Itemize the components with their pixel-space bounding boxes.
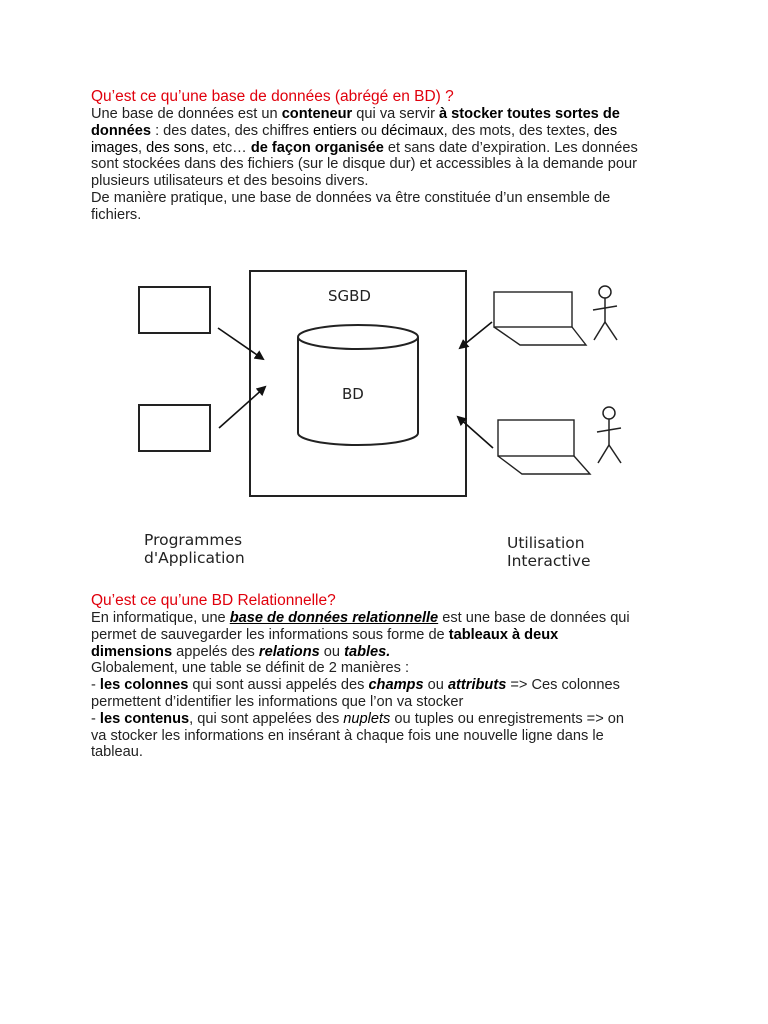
text-run: Une base de données est un [91, 106, 282, 122]
section2-heading: Qu’est ce qu’une BD Relationnelle? [91, 592, 336, 609]
text-run: et sans date d’expiration. Les données [383, 139, 638, 156]
user-icon-bottom [597, 407, 621, 463]
highlighted-term: images [91, 139, 139, 156]
highlighted-term: des [593, 122, 618, 139]
paragraph-line: Globalement, une table se définit de 2 manières : [91, 660, 410, 677]
text-run: est une base de données qui [438, 610, 630, 626]
left-caption-line1: Programmes [144, 531, 243, 549]
bold-term: dimensions [91, 643, 173, 660]
bold-italic-term: base de données relationnelle [229, 610, 439, 626]
application-program-box-top [139, 287, 210, 333]
bold-term: les colonnes [99, 677, 189, 694]
bold-term: les contenus [99, 710, 190, 727]
text-run: permet de sauvegarder les informations sous forme de [91, 626, 449, 643]
paragraph-line [91, 711, 691, 728]
highlighted-term: entiers [313, 122, 357, 139]
paragraph-line: va stocker les informations en insérant à chaque fois une nouvelle ligne dans le [91, 727, 604, 744]
laptop-icon-top [494, 292, 586, 345]
section2-paragraph [91, 610, 691, 761]
right-caption-line1: Utilisation [507, 534, 585, 552]
bold-italic-term: tables. [344, 643, 391, 660]
text-run: , qui sont appelées des [189, 710, 344, 727]
section1-heading: Qu’est ce qu’une base de données (abrégé en BD) ? [91, 88, 454, 105]
text-run: ou [423, 677, 448, 694]
bd-label: BD [342, 385, 364, 403]
text-run: - [91, 677, 100, 694]
arrow-in-top-right [460, 322, 492, 348]
highlighted-term: décimaux [381, 122, 444, 139]
text-run: appelés des [172, 643, 259, 660]
text-run: ou [356, 122, 382, 139]
text-run: , etc… [204, 139, 251, 156]
paragraph-line [91, 627, 691, 644]
paragraph-line: plusieurs utilisateurs et des besoins divers. [91, 173, 369, 190]
text-run: - [91, 710, 100, 727]
paragraph-line: tableau. [91, 744, 143, 761]
paragraph-line: fichiers. [91, 206, 142, 223]
paragraph-line [91, 610, 691, 627]
paragraph-line: sont stockées dans des fichiers (sur le disque dur) et accessibles à la demande pour [91, 156, 637, 173]
bold-term: conteneur [281, 106, 353, 122]
bold-italic-term: relations [258, 643, 320, 660]
bold-term: à stocker toutes sortes de [439, 106, 620, 122]
paragraph-line [91, 677, 691, 694]
text-run: : des dates, des chiffres [151, 122, 313, 139]
text-run: En informatique, une [91, 610, 230, 626]
text-run: qui sont aussi appelés des [188, 677, 369, 694]
text-run: ou tuples ou enregistrements => on [390, 710, 625, 727]
italic-term: nuplets [343, 710, 391, 727]
text-run: ou [319, 643, 345, 660]
arrow-in-bottom-left [219, 387, 265, 428]
bold-italic-term: champs [368, 677, 424, 694]
bold-term: tableaux à deux [448, 626, 559, 643]
text-run: => Ces colonnes [506, 677, 620, 694]
bold-term: de façon organisée [250, 139, 384, 156]
text-run: qui va servir [352, 106, 440, 122]
arrow-in-bottom-right [458, 417, 493, 448]
application-program-box-bottom [139, 405, 210, 451]
text-run: , des mots, des textes, [443, 122, 594, 139]
paragraph-line: De manière pratique, une base de données va être constituée d’un ensemble de [91, 189, 611, 206]
highlighted-term: des sons [146, 139, 205, 156]
paragraph-line: permettent d’identifier les informations que l’on va stocker [91, 693, 464, 710]
bold-italic-term: attributs [447, 677, 507, 694]
left-caption-line2: d'Application [144, 549, 245, 567]
text-run: , [138, 139, 147, 156]
right-caption-line2: Interactive [507, 552, 591, 570]
laptop-icon-bottom [498, 420, 590, 474]
arrow-in-top-left [218, 328, 263, 359]
sgbd-label: SGBD [328, 287, 371, 305]
bold-term: données [91, 122, 152, 139]
user-icon-top [593, 286, 617, 340]
paragraph-line [91, 644, 691, 661]
